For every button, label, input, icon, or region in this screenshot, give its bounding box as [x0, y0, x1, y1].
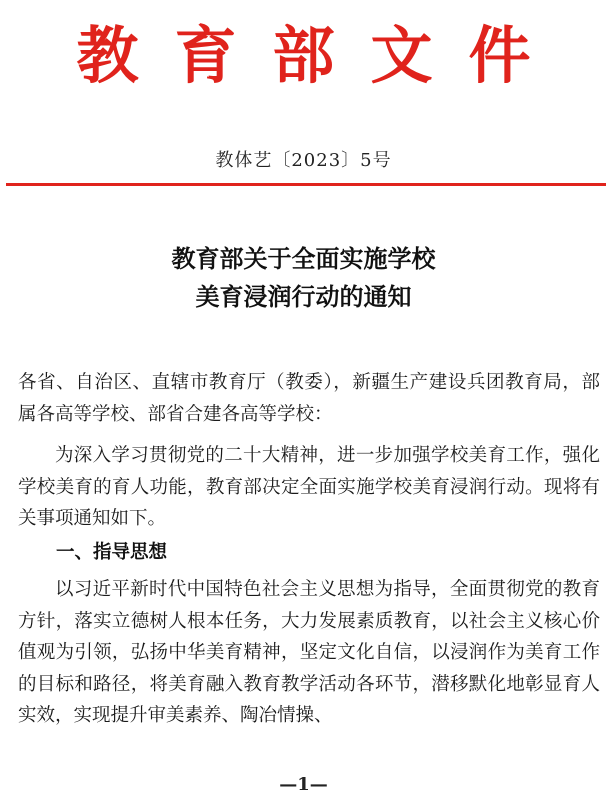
- intro-paragraph: 为深入学习贯彻党的二十大精神，进一步加强学校美育工作，强化学校美育的育人功能，教育部决定全面实施学校美育浸润行动。现将有关事项通知如下。: [18, 445, 600, 529]
- document-number: 教体艺〔2023〕5号: [215, 150, 392, 171]
- red-divider-line: [6, 183, 606, 186]
- section-heading-guiding-ideology: 一、指导思想: [56, 542, 168, 563]
- page-number: —1—: [279, 774, 328, 795]
- document-title: [0, 240, 607, 316]
- addressee-paragraph: 各省、自治区、直辖市教育厅（教委），新疆生产建设兵团教育局，部属各高等学校、部省合建各高等学校：: [18, 372, 600, 425]
- title-line-2: 美育浸润行动的通知: [195, 282, 412, 311]
- masthead-title: 教育部文件: [76, 19, 567, 92]
- title-line-1: 教育部关于全面实施学校: [171, 244, 436, 273]
- guiding-ideology-paragraph: 以习近平新时代中国特色社会主义思想为指导，全面贯彻党的教育方针，落实立德树人根本任务，大力发展素质教育，以社会主义核心价值观为引领，弘扬中华美育精神，坚定文化自信，以浸润作为美育工作的目标和路径，将美育融入教育教学活动各环节，潜移默化地彰显育人实效，实现提升审美素养、陶冶情操、: [18, 579, 600, 726]
